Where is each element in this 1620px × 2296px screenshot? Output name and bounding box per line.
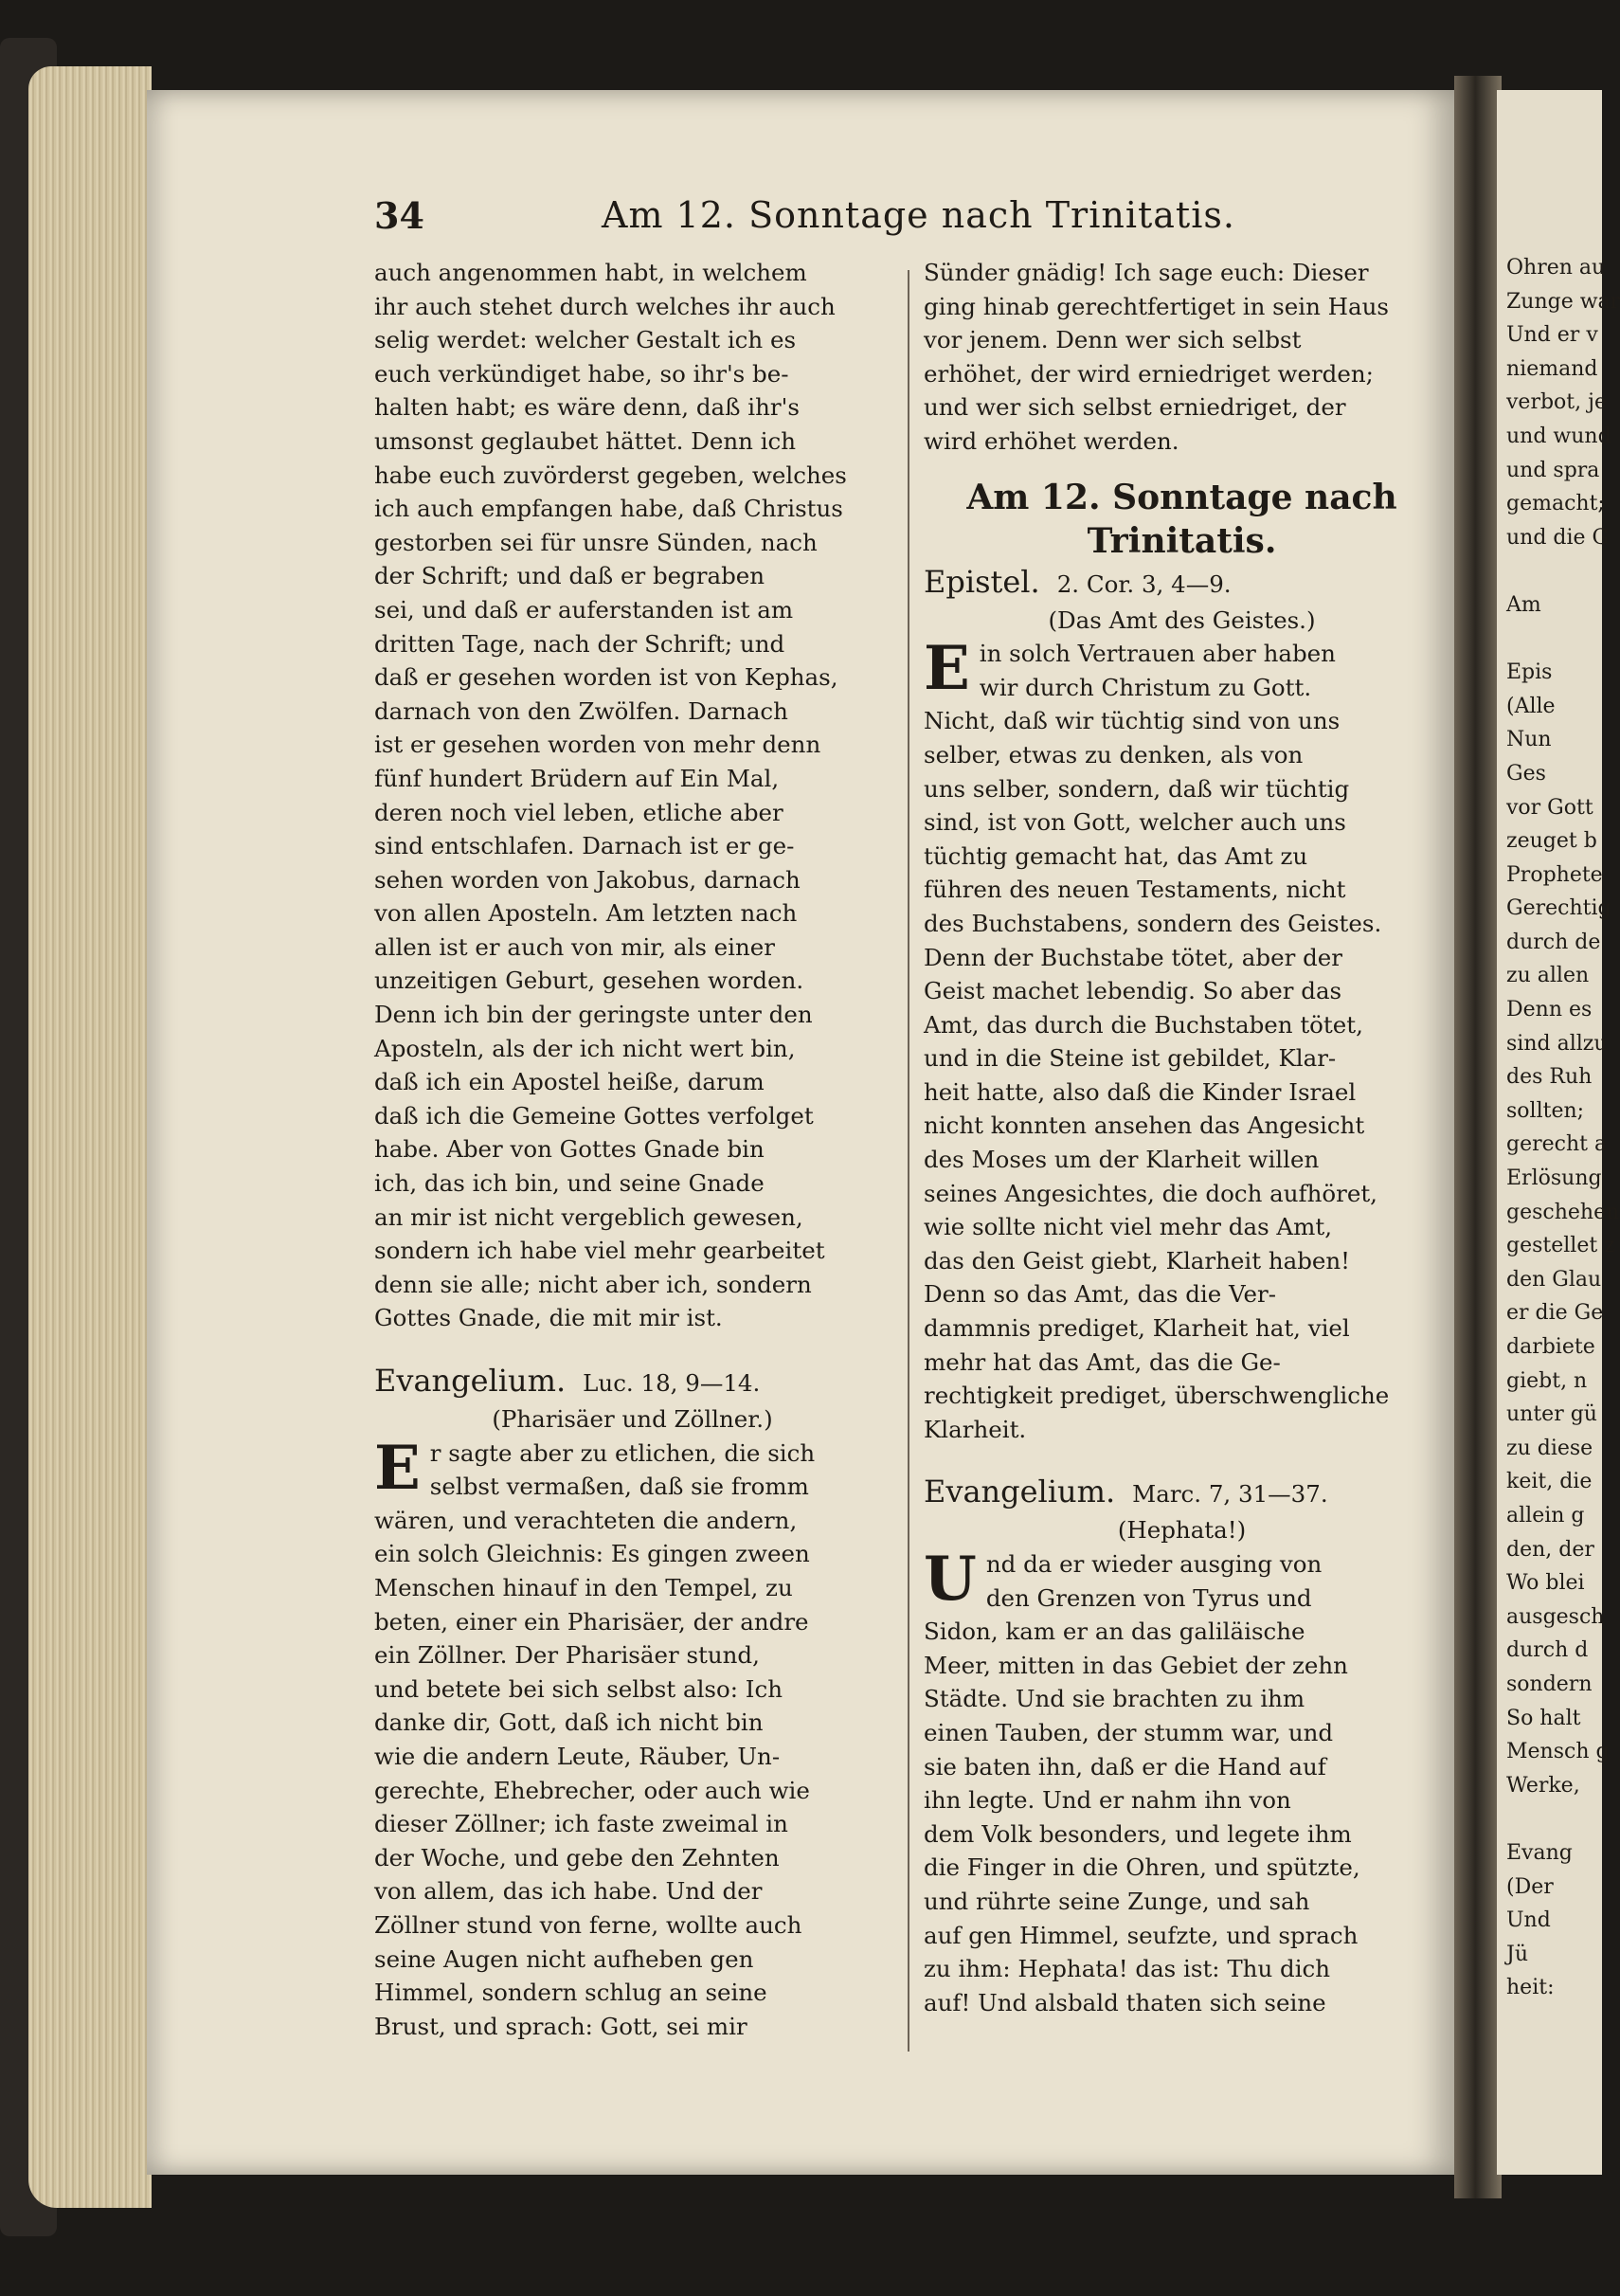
text-line: habe euch zuvörderst gegeben, welches xyxy=(374,461,847,489)
text-line: sind, ist von Gott, welcher auch uns xyxy=(924,808,1346,837)
epistle-text xyxy=(924,633,1440,1446)
dropcap: E xyxy=(924,633,970,705)
text-line: daß er gesehen worden ist von Kephas, xyxy=(374,663,838,692)
text-line: Nicht, daß wir tüchtig sind von uns xyxy=(924,707,1341,735)
text-line: unzeitigen Geburt, gesehen worden. xyxy=(374,967,804,995)
text-line: Nun xyxy=(1506,728,1552,752)
text-line: und in die Steine ist gebildet, Klar- xyxy=(924,1044,1337,1073)
text-line: sollten; xyxy=(1506,1098,1585,1123)
text-line: mehr hat das Amt, das die Ge- xyxy=(924,1347,1281,1376)
text-line: Klarheit. xyxy=(924,1415,1027,1443)
text-line: ihn legte. Und er nahm ihn von xyxy=(924,1786,1291,1815)
text-line: rechtigkeit prediget, überschwengliche xyxy=(924,1382,1390,1410)
text-line: denn sie alle; nicht aber ich, sondern xyxy=(374,1270,812,1298)
text-line: wird erhöhet werden. xyxy=(924,426,1179,455)
text-line: seines Angesichtes, die doch aufhöret, xyxy=(924,1179,1377,1207)
text-line: die Finger in die Ohren, und spützte, xyxy=(924,1853,1360,1882)
text-line: einen Tauben, der stumm war, und xyxy=(924,1718,1334,1746)
text-line: Sidon, kam er an das galiläische xyxy=(924,1618,1305,1646)
text-line: ihr auch stehet durch welches ihr auch xyxy=(374,292,836,320)
text-line: des Moses um der Klarheit willen xyxy=(924,1146,1320,1174)
text-line: selber, etwas zu denken, als von xyxy=(924,740,1304,768)
gospel-subtitle: (Pharisäer und Zöllner.) xyxy=(492,1405,773,1433)
text-line: Prophete xyxy=(1506,862,1603,887)
text-line: Werke, xyxy=(1506,1773,1580,1798)
text-line: geschehen xyxy=(1506,1200,1620,1224)
text-line: fünf hundert Brüdern auf Ein Mal, xyxy=(374,764,780,792)
text-line: den Grenzen von Tyrus und xyxy=(985,1583,1312,1612)
text-line: Zöllner stund von ferne, wollte auch xyxy=(374,1910,802,1939)
book-gutter xyxy=(1454,76,1502,2198)
text-line: gerecht a xyxy=(1506,1132,1608,1157)
text-line: der Schrift; und daß er begraben xyxy=(374,562,765,590)
text-line: keit, die xyxy=(1506,1470,1593,1494)
text-line: ein Zöllner. Der Pharisäer stund, xyxy=(374,1641,760,1670)
gospel-reference: Luc. 18, 9—14. xyxy=(583,1369,761,1397)
text-line: Und xyxy=(1506,1908,1551,1933)
next-page xyxy=(1497,90,1620,2175)
text-line: wie sollte nicht viel mehr das Amt, xyxy=(924,1213,1332,1241)
epistle-reference: 2. Cor. 3, 4—9. xyxy=(1056,569,1232,598)
text-line: Denn der Buchstabe tötet, aber der xyxy=(924,943,1342,971)
gospel-heading-left xyxy=(374,1362,891,1402)
text-line: ich, das ich bin, und seine Gnade xyxy=(374,1169,765,1198)
text-line: zu ihm: Hephata! das ist: Thu dich xyxy=(924,1955,1331,1983)
text-line: allen ist er auch von mir, als einer xyxy=(374,932,776,961)
text-line: halten habt; es wäre denn, daß ihr's xyxy=(374,393,800,422)
text-line: habe. Aber von Gottes Gnade bin xyxy=(374,1135,765,1164)
text-line: Evang xyxy=(1506,1840,1573,1865)
text-line xyxy=(1506,623,1601,657)
text-line: sind entschlafen. Darnach ist er ge- xyxy=(374,832,795,860)
text-line: ich auch empfangen habe, daß Christus xyxy=(374,495,843,523)
text-line: giebt, n xyxy=(1506,1368,1588,1393)
text-line: Und er v xyxy=(1506,323,1598,348)
text-line: allein g xyxy=(1506,1503,1585,1528)
text-line: Amt, das durch die Buchstaben tötet, xyxy=(924,1010,1363,1039)
text-line: Denn so das Amt, das die Ver- xyxy=(924,1280,1276,1309)
text-line: nd da er wieder ausging von xyxy=(985,1550,1323,1578)
page-edges xyxy=(28,66,152,2208)
text-line: er die Ge xyxy=(1506,1301,1604,1326)
page-header xyxy=(374,194,1454,251)
text-line: dieser Zöllner; ich faste zweimal in xyxy=(374,1810,788,1838)
text-line: Geist machet lebendig. So aber das xyxy=(924,977,1342,1005)
text-line: sehen worden von Jakobus, darnach xyxy=(374,865,801,894)
text-line: (Alle xyxy=(1506,694,1556,718)
text-line: danke dir, Gott, daß ich nicht bin xyxy=(374,1708,764,1737)
text-line: daß ich die Gemeine Gottes verfolget xyxy=(374,1101,814,1130)
text-line: Menschen hinauf in den Tempel, zu xyxy=(374,1573,793,1601)
text-line: auf! Und alsbald thaten sich seine xyxy=(924,1988,1326,2016)
text-line: gemacht; xyxy=(1506,492,1605,516)
gospel-label: Evangelium. xyxy=(374,1363,567,1399)
text-line: So halt xyxy=(1506,1706,1581,1730)
dropcap: E xyxy=(374,1432,421,1504)
section-title-line2: Trinitatis. xyxy=(1087,520,1277,561)
text-line: daß ich ein Apostel heiße, darum xyxy=(374,1068,765,1096)
text-line: erhöhet, der wird erniedriget werden; xyxy=(924,359,1374,388)
text-line: Zunge war xyxy=(1506,289,1620,314)
text-line: beten, einer ein Pharisäer, der andre xyxy=(374,1607,809,1636)
text-line: uns selber, sondern, daß wir tüchtig xyxy=(924,774,1350,803)
text-line: gestorben sei für unsre Sünden, nach xyxy=(374,528,818,556)
text-line: zu diese xyxy=(1506,1436,1593,1460)
text-line: selig werdet: welcher Gestalt ich es xyxy=(374,326,797,354)
text-line: zeuget b xyxy=(1506,829,1597,854)
text-line: Erlösung xyxy=(1506,1166,1602,1191)
text-line: sondern ich habe viel mehr gearbeitet xyxy=(374,1237,825,1265)
column-divider xyxy=(908,270,909,2052)
text-line: Ges xyxy=(1506,761,1546,786)
text-line: in solch Vertrauen aber haben xyxy=(979,640,1336,668)
text-line: Denn es xyxy=(1506,998,1593,1022)
text-line: umsonst geglaubet hättet. Denn ich xyxy=(374,426,797,455)
text-line: durch d xyxy=(1506,1638,1589,1663)
text-line: und betete bei sich selbst also: Ich xyxy=(374,1674,783,1703)
text-line: auch angenommen habt, in welchem xyxy=(374,259,807,286)
text-line: Meer, mitten in das Gebiet der zehn xyxy=(924,1651,1348,1679)
text-line: sei, und daß er auferstanden ist am xyxy=(374,595,794,624)
text-line: Denn ich bin der geringste unter den xyxy=(374,1001,813,1029)
text-line: Sünder gnädig! Ich sage euch: Dieser xyxy=(924,259,1369,286)
text-line: ging hinab gerechtfertiget in sein Haus xyxy=(924,292,1389,320)
text-line: Am xyxy=(1506,592,1541,617)
text-line: sind allzu xyxy=(1506,1031,1608,1056)
text-line: und wund xyxy=(1506,424,1611,448)
epistle-subtitle: (Das Amt des Geistes.) xyxy=(1048,606,1316,634)
text-line: und die G xyxy=(1506,525,1610,550)
epistle-label: Epistel. xyxy=(924,563,1040,600)
text-line: den Glau xyxy=(1506,1267,1602,1292)
text-line: an mir ist nicht vergeblich gewesen, xyxy=(374,1202,803,1231)
left-column xyxy=(374,256,891,2043)
epistle-heading xyxy=(924,563,1440,604)
text-line: auf gen Himmel, seufzte, und sprach xyxy=(924,1921,1359,1949)
text-line: niemand xyxy=(1506,356,1598,381)
text-line: des Ruh xyxy=(1506,1065,1593,1090)
text-line: unter gü xyxy=(1506,1402,1597,1427)
text-line: Brust, und sprach: Gott, sei mir xyxy=(374,2012,747,2040)
gospel-reference: Marc. 7, 31—37. xyxy=(1132,1480,1328,1509)
epistle-continuation xyxy=(374,256,891,1335)
text-line: r sagte aber zu etlichen, die sich xyxy=(429,1438,816,1467)
text-line xyxy=(1506,554,1601,588)
text-line: Mensch g xyxy=(1506,1740,1610,1764)
text-line: zu allen xyxy=(1506,964,1590,988)
text-line: von allen Aposteln. Am letzten nach xyxy=(374,899,798,928)
text-line: von allem, das ich habe. Und der xyxy=(374,1877,763,1906)
text-line: wie die andern Leute, Räuber, Un- xyxy=(374,1742,781,1770)
text-line: Ohren au xyxy=(1506,256,1606,280)
text-line: Gottes Gnade, die mit mir ist. xyxy=(374,1304,723,1332)
text-line: und rührte seine Zunge, und sah xyxy=(924,1887,1310,1915)
text-line: heit hatte, also daß die Kinder Israel xyxy=(924,1077,1357,1106)
text-line: das den Geist giebt, Klarheit haben! xyxy=(924,1246,1351,1275)
text-line: sondern xyxy=(1506,1672,1593,1696)
text-line xyxy=(1506,1802,1601,1836)
text-line: der Woche, und gebe den Zehnten xyxy=(374,1843,780,1871)
text-line: ausgesch xyxy=(1506,1604,1605,1629)
text-line: durch de xyxy=(1506,930,1601,954)
text-line: verbot, je xyxy=(1506,390,1607,415)
gospel-text-right xyxy=(924,1544,1440,2019)
text-line: wären, und verachteten die andern, xyxy=(374,1506,798,1534)
text-line: ist er gesehen worden von mehr denn xyxy=(374,731,821,759)
section-title: Am 12. Sonntage nach xyxy=(966,477,1397,517)
text-line: nicht konnten ansehen das Angesicht xyxy=(924,1112,1365,1140)
text-line: euch verkündiget habe, so ihr's be- xyxy=(374,359,789,388)
text-line: sie baten ihn, daß er die Hand auf xyxy=(924,1752,1326,1781)
text-line: gerechte, Ehebrecher, oder auch wie xyxy=(374,1776,810,1804)
text-line: und wer sich selbst erniedriget, der xyxy=(924,393,1346,422)
text-line: dem Volk besonders, und legete ihm xyxy=(924,1819,1352,1848)
text-line: Aposteln, als der ich nicht wert bin, xyxy=(374,1034,796,1062)
text-line: und spra xyxy=(1506,458,1600,482)
text-line: Himmel, sondern schlug an seine xyxy=(374,1979,767,2007)
running-title: Am 12. Sonntage nach Trinitatis. xyxy=(602,194,1235,236)
text-line: Jü xyxy=(1506,1942,1528,1966)
text-line: seine Augen nicht aufheben gen xyxy=(374,1944,754,1973)
gospel-heading-right xyxy=(924,1473,1440,1513)
gospel-continuation xyxy=(924,256,1440,459)
text-line: heit: xyxy=(1506,1976,1555,2000)
text-line: gestellet z xyxy=(1506,1234,1615,1258)
dropcap: U xyxy=(924,1544,977,1615)
text-line: vor Gott xyxy=(1506,795,1593,820)
text-line: führen des neuen Testaments, nicht xyxy=(924,876,1346,904)
next-page-text xyxy=(1506,251,1620,2005)
text-line: selbst vermaßen, daß sie fromm xyxy=(429,1473,809,1501)
text-line: Wo blei xyxy=(1506,1571,1585,1596)
text-line: deren noch viel leben, etliche aber xyxy=(374,798,783,826)
gospel-label: Evangelium. xyxy=(924,1473,1116,1510)
text-line: dammnis prediget, Klarheit hat, viel xyxy=(924,1314,1350,1343)
text-line: wir durch Christum zu Gott. xyxy=(979,673,1312,701)
text-line: darnach von den Zwölfen. Darnach xyxy=(374,696,788,725)
text-line: vor jenem. Denn wer sich selbst xyxy=(924,326,1302,354)
right-column xyxy=(924,256,1440,2019)
gospel-subtitle: (Hephata!) xyxy=(1117,1516,1247,1545)
text-line: (Der xyxy=(1506,1874,1554,1899)
text-line: Epis xyxy=(1506,660,1553,685)
gospel-text-left xyxy=(374,1432,891,2044)
text-line: den, der xyxy=(1506,1537,1594,1562)
text-line: tüchtig gemacht hat, das Amt zu xyxy=(924,841,1308,870)
page-number: 34 xyxy=(374,194,424,237)
text-line: Städte. Und sie brachten zu ihm xyxy=(924,1685,1305,1713)
text-line: des Buchstabens, sondern des Geistes. xyxy=(924,909,1382,937)
text-line: ein solch Gleichnis: Es gingen zween xyxy=(374,1540,810,1568)
text-line: darbiete xyxy=(1506,1335,1595,1359)
text-line: dritten Tage, nach der Schrift; und xyxy=(374,629,785,658)
text-line: Gerechtig xyxy=(1506,896,1611,921)
